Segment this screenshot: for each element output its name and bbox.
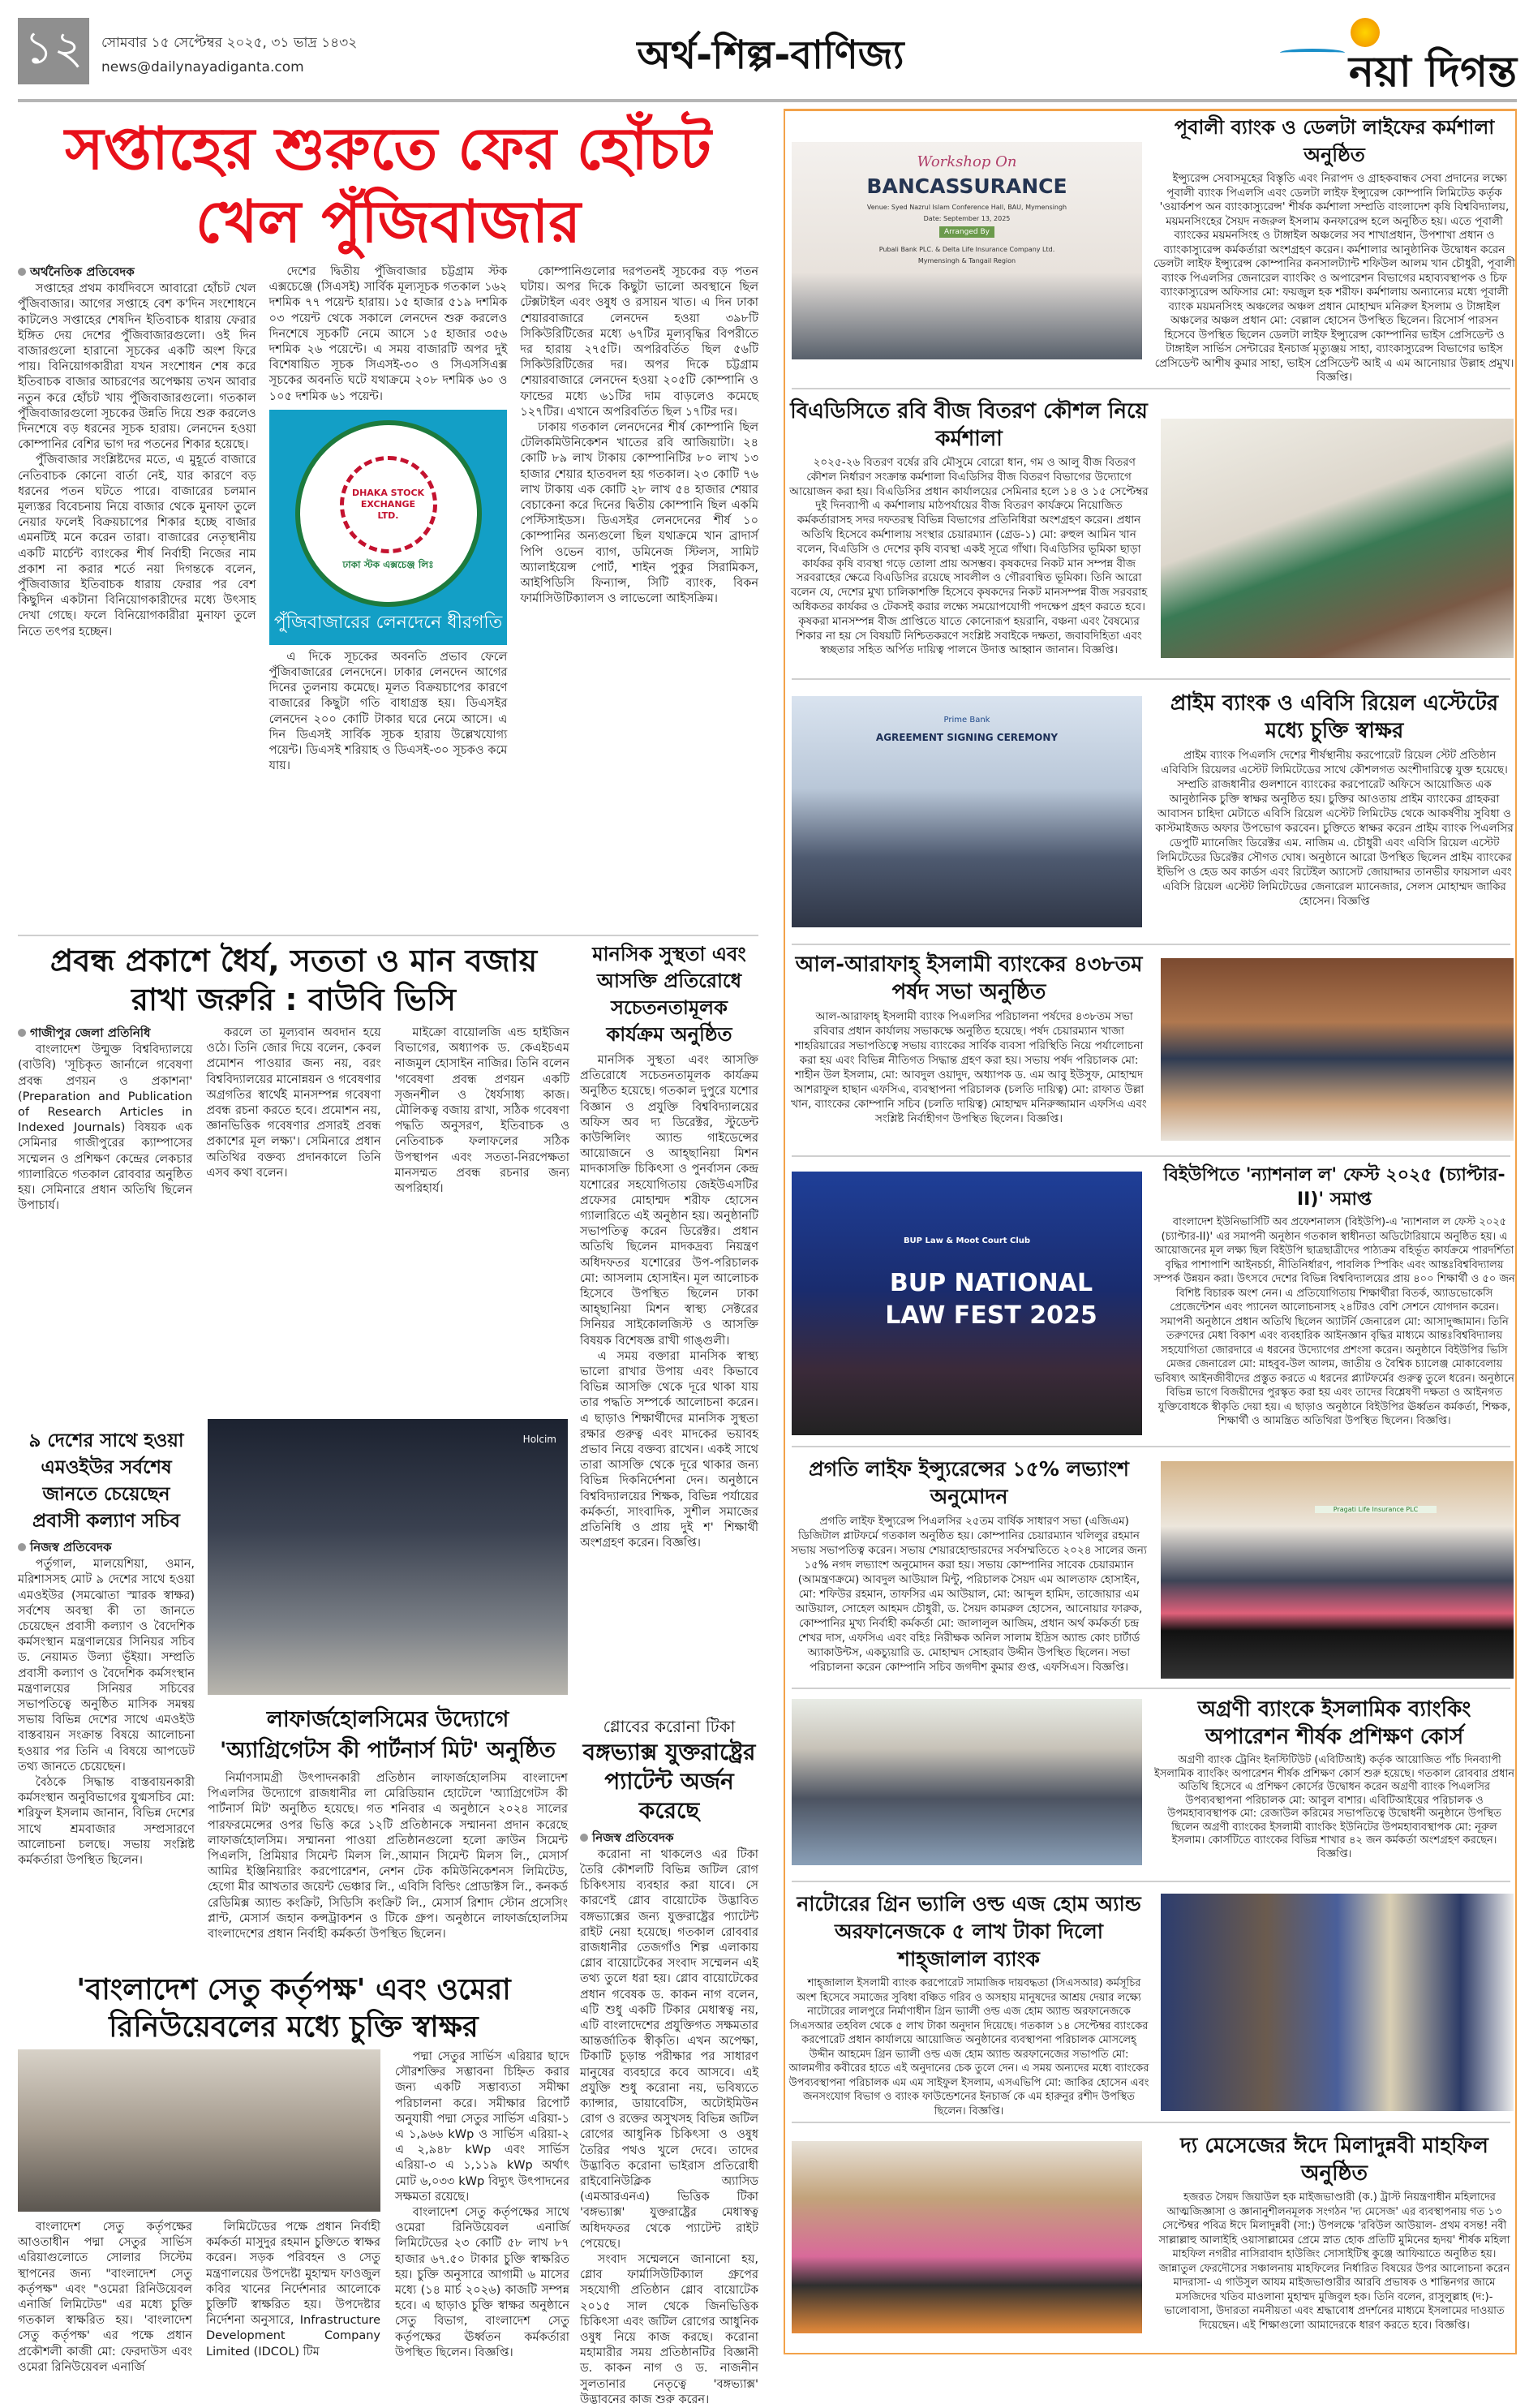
paragraph: আল-আরাফাহ্ ইসলামী ব্যাংক পিএলসির পরিচালনা পর্ষদের ৪৩৮তম সভা রবিবার প্রধান কার্যালয় সভাকক্ষে অনুষ্ঠিত হয়েছে। পর্ষদ চেয়ারম্যান খাজা শাহরিয়ারের সভাপতিত্বে সভায় ব্যাংকের সার্বিক ব্যবসা পরিস্থিতি নিয়ে পর্যালোচনা করা হয় এবং বিভিন্ন নীতিগত সিদ্ধান্ত গ্রহণ করা হয়। সভায় পর্ষদ পরিচালক মো: শাহীন উল ইসলাম, মো: আবদুল ওয়াদুদ, অধ্যাপক ড. এম আবু ইউসুফ, মোহাম্মদ আশরাফুল হাছান এফসিএ, ব্যবস্থাপনা পরিচালক (চলতি দায়িত্ব) মো: রাফাত উল্লা খান, ব্যাংকের কোম্পানি সচিব (চলতি দায়িত্ব) মোহাম্মদ মনিরুজ্জামান এফসিএ এবং সংশ্লিষ্ট নির্বাহীগণ উপস্থিত ছিলেন। বিজ্ঞপ্তি। bbox=[791, 1010, 1147, 1125]
globe-body bbox=[580, 1830, 758, 2406]
divider bbox=[792, 944, 1510, 945]
ceremony-banner: AGREEMENT SIGNING CEREMONY bbox=[875, 732, 1059, 743]
bauvi-column-3 bbox=[395, 1026, 569, 1412]
prime-text bbox=[1153, 690, 1515, 940]
badc-headline: বিএডিসিতে রবি বীজ বিতরণ কৌশল নিয়ে কর্মশালা bbox=[790, 399, 1148, 451]
lafarge-body bbox=[208, 1771, 568, 1963]
bridge-column-2 bbox=[206, 2220, 380, 2359]
bridge-headline bbox=[18, 1972, 569, 2046]
lead-column-2a bbox=[269, 264, 508, 405]
dse-seal bbox=[295, 420, 482, 607]
bridge-story bbox=[18, 1972, 569, 2374]
lead-headline-line1: সপ্তাহের শুরুতে ফের হোঁচট bbox=[65, 114, 711, 183]
logo-text: নয়া দিগন্ত bbox=[1349, 48, 1517, 97]
bauvi-story bbox=[18, 941, 569, 1412]
pragati-headline: প্রগতি লাইফ ইন্স্যুরেন্সের ১৫% লভ্যাংশ অনুমোদন bbox=[809, 1457, 1129, 1508]
lead-columns bbox=[18, 264, 758, 931]
byline: নিজস্ব প্রতিবেদক bbox=[580, 1830, 758, 1846]
fest-title: BUP NATIONAL bbox=[889, 1269, 1093, 1297]
pubali-story bbox=[792, 114, 1515, 383]
divider bbox=[792, 2122, 1510, 2123]
al-arafah-headline: আল-আরাফাহ্ ইসলামী ব্যাংকের ৪৩৮তম পর্ষদ সভা অনুষ্ঠিত bbox=[795, 952, 1143, 1004]
paragraph: বৈঠকে সিদ্ধান্ত বাস্তবায়নকারী কর্মসংস্থান অনুবিভাগের যুগ্মসচিব মো: শরিফুল ইসলাম জানান, বিভিন্ন দেশের সাথে শ্রমবাজার সম্প্রসারণে আলোচনা চলছে। সভায় সংশ্লিষ্ট কর্মকর্তারা উপস্থিত ছিলেন। bbox=[18, 1776, 195, 1868]
lead-headline-line2: খেল পুঁজিবাজার bbox=[195, 187, 581, 256]
bup-text bbox=[1153, 1163, 1515, 1441]
shahjalal-cheque-photo bbox=[1161, 1894, 1514, 2111]
globe-headline: বঙ্গভ্যাক্স যুক্তরাষ্ট্রের প্যাটেন্ট অর্জন করেছে bbox=[582, 1738, 756, 1824]
byline: অর্থনৈতিক প্রতিবেদক bbox=[18, 264, 256, 280]
divider bbox=[18, 935, 758, 936]
paragraph: হজরত সৈয়দ জিয়াউল হক মাইজভাণ্ডারী (ক.) ট্রাস্ট নিয়ন্ত্রণাধীন মহিলাদের আত্মজিজ্ঞাসা ও জ্ঞানানুশীলনমূলক সংগঠন 'দ্য মেসেজ' এর ব্যবস্থাপনায় গত ১৩ সেপ্টেম্বর পবিত্র ঈদে মিলাদুন্নবী (সা:) উপলক্ষে 'রবিউল আউয়াল- প্রথম বসন্ত! নবী সাল্লাল্লাহু আলাইহি ওয়াসাল্লামের প্রেমে স্নাত হোক প্রতিটি মুমিনের হৃদয়' শীর্ষক মহিলা মাহফিল নগরীর নাসিরাবাদ হাউজিং সোসাইটিস্থ কুঞ্জে আফিয়াতে অনুষ্ঠিত হয়। জান্নাতুল ফেরদৌসের সঞ্চালনায় মাহফিলের নির্ধারিত বিষয়ের উপর আলোচনা করেন মাদরাসা- এ গাউসুল আযম মাইজভাণ্ডারীর আরবি প্রভাষক ও শান্তিনগর জামে মসজিদের খতিব মাওলানা মুহাম্মদ মুজিবুল হক। তিনি বলেন, রাসুলুল্লাহ (দ:)- ভালোবাসা, উদারতা নমনীয়তা এবং শ্রদ্ধাবোধ প্রদর্শনের মাধ্যমে ইসলামের দাওয়াত দিয়েছেন। এই শিক্ষাগুলো আমাদেরকে ধারণ করতে হবে। বিজ্ঞপ্তি। bbox=[1158, 2191, 1510, 2332]
mou-headline: ৯ দেশের সাথে হওয়া এমওইউর সর্বশেষ জানতে চেয়েছেন প্রবাসী কল্যাণ সচিব bbox=[28, 1430, 184, 1532]
dse-logo-image bbox=[269, 410, 508, 645]
paragraph: করলে তা মূল্যবান অবদান হয়ে ওঠে। তিনি জোর দিয়ে বলেন, কেবল প্রমোশন পাওয়ার জন্য নয়, বরং বিশ্ববিদ্যালয়ের মানোন্নয়ন ও গবেষণার অগ্রগতির স্বার্থেই মানসম্পন্ন গবেষণা প্রবন্ধ রচনা করতে হবে। প্রমোশন নয়, জ্ঞানভিত্তিক গবেষণার প্রসারই প্রবন্ধ প্রকাশের মূল লক্ষ্য'। সেমিনারে প্রধান অতিথির বক্তব্য প্রদানকালে তিনি এসব কথা বলেন। bbox=[206, 1026, 381, 1180]
paragraph: পর্তুগাল, মালয়েশিয়া, ওমান, মরিশাসসহ মোট ৯ দেশের সাথে হওয়া এমওইউর (সমঝোতা স্মারক স্বাক্ষর) সর্বশেষ অবস্থা কী তা জানতে চেয়েছেন প্রবাসী কল্যাণ ও বৈদেশিক কর্মসংস্থান মন্ত্রণালয়ের সিনিয়র সচিব ড. নেয়ামত উল্যা ভূঁইয়া। সম্প্রতি প্রবাসী কল্যাণ ও বৈদেশিক কর্মসংস্থান মন্ত্রণালয়ের সিনিয়র সচিবের সভাপতিত্বে অনুষ্ঠিত মাসিক সমন্বয় সভায় বিভিন্ন দেশের সাথে এমওইউ বাস্তবায়ন সংক্রান্ত বিষয়ে আলোচনা হওয়ার পর তিনি এ বিষয়ে আপডেট তথ্য জানতে চেয়েছেন। bbox=[18, 1558, 195, 1774]
divider bbox=[792, 678, 1510, 680]
pragati-text bbox=[788, 1456, 1149, 1684]
agrani-text bbox=[1153, 1696, 1515, 1877]
message-headline: দ্য মেসেজের ঈদে মিলাদুন্নবী মাহফিল অনুষ্ঠিত bbox=[1180, 2134, 1488, 2186]
shahjalal-story bbox=[788, 1890, 1514, 2118]
bauvi-headline: প্রবন্ধ প্রকাশে ধৈর্য, সততা ও মান বজায় রাখা জরুরি : বাউবি ভিসি bbox=[49, 943, 538, 1017]
paragraph: পদ্মা সেতুর সার্ভিস এরিয়ার ছাদে সৌরশক্তির সম্ভাবনা চিহ্নিত করার জন্য একটি সম্ভাব্যতা সমীক্ষা পরিচালনা করে। সমীক্ষার রিপোর্ট অনুযায়ী পদ্মা সেতুর সার্ভিস এরিয়া-১ এ ১,৯৬৬ kWp ও সার্ভিস এরিয়া-২ এ ২,৯৪৮ kWp এবং সার্ভিস এরিয়া-৩ এ ১,১১৯ kWp অর্থাৎ মোট ৬,০৩৩ kWp বিদ্যুৎ উৎপাদনের সক্ষমতা রয়েছে। bbox=[395, 2050, 569, 2204]
paragraph: বাংলাদেশ উন্মুক্ত বিশ্ববিদ্যালয়ে (বাউবি) 'সূচিকৃত জার্নালে গবেষণা প্রবন্ধ প্রণয়ন ও প্রকাশনা' (Preparation and Publication of Research Articles in Indexed Journals) বিষয়ক এক সেমিনার গাজীপুরের ক্যাম্পাসের সম্মেলন ও প্রশিক্ষণ কেন্দ্রের লেকচার গ্যালারিতে গতকাল রোববার অনুষ্ঠিত হয়। সেমিনারে প্রধান অতিথি ছিলেন উপাচার্য। bbox=[18, 1043, 193, 1213]
prime-signing-photo bbox=[792, 696, 1142, 927]
badc-workshop-photo bbox=[1161, 419, 1514, 658]
banner-org: Pubali Bank PLC. & Delta Life Insurance Company Ltd. bbox=[878, 246, 1055, 253]
banner-script: Workshop On bbox=[917, 153, 1017, 170]
lafarge-story bbox=[208, 1419, 568, 1963]
prime-headline: প্রাইম ব্যাংক ও এবিসি রিয়েল এস্টেটের মধ্যে চুক্তি স্বাক্ষর bbox=[1170, 691, 1499, 743]
bridge-signing-photo bbox=[18, 2049, 380, 2212]
divider bbox=[792, 388, 1510, 389]
agrani-story bbox=[792, 1696, 1515, 1877]
al-arafah-board-photo bbox=[1161, 958, 1514, 1141]
banner-date: Date: September 13, 2025 bbox=[923, 215, 1011, 222]
banner-region: Mymensingh & Tangail Region bbox=[917, 257, 1016, 264]
paragraph: দেশের দ্বিতীয় পুঁজিবাজার চট্টগ্রাম স্টক এক্সচেঞ্জে (সিএসই) সার্বিক মূল্যসূচক গতকাল ১৬২ দশমিক ৭৭ পয়েন্ট হারায়। ১৫ হাজার ৫১৯ দশমিক ০৩ পয়েন্ট থেকে সকালে লেনদেন শুরু করলেও দিনশেষে সূচকটি নেমে আসে ১৫ হাজার ৩৫৬ দশমিক ২৬ পয়েন্টে। এ সময় বাজারটি অপর দুই বিশেষায়িত সূচক সিএসই-৩০ ও সিএসসিএক্স সূচকের অবনতি ঘটে যথাক্রমে ২০৮ দশমিক ৬০ ও ১০৫ দশমিক ৬১ পয়েন্ট। bbox=[268, 265, 508, 403]
message-text bbox=[1153, 2132, 1515, 2346]
paragraph: পুঁজিবাজার সংশ্লিষ্টদের মতে, এ মুহূর্তে বাজারে নেতিবাচক কোনো বার্তা নেই, যার কারণে বড় ধরনের পতন ঘটতে পারে। বাজারের চলমান মূল্যস্তর বিবেচনায় নিয়ে বাজার থেকে মুনাফা তুলে নেয়ার ফলেই বিক্রয়চাপের শিকার হচ্ছে বাজার এমনটিই মনে করেন তারা। বাজারের নেতৃস্থানীয় একটি মার্চেন্ট ব্যাংকের শীর্ষ নির্বাহী নিজের নাম প্রকাশ না করার শর্তে নয়া দিগন্তকে বলেন, পুঁজিবাজার ইতিবাচক ধারায় ফেরার পর বেশ কিছুদিন একটানা বিনিয়োগকারীদের মধ্যে উৎসাহ দেখা গেছে। ফলে বিনিয়োগকারীরা মুনাফা তুলে নিতে তৎপর হচ্ছেন। bbox=[18, 454, 256, 639]
paragraph: সপ্তাহের প্রথম কার্যদিবসে আবারো হোঁচট খেল পুঁজিবাজার। আগের সপ্তাহে বেশ ক'দিন সংশোধনে কাটলেও সপ্তাহের শেষদিন ইতিবাচক ধারায় ফেরার ইঙ্গিত দেয় দেশের পুঁজিবাজারগুলো। ওই দিন বাজারগুলো হারানো সূচকের একটি অংশ ফিরে পায়। বিনিয়োগকারীরা যখন সংশোধন শেষ করে ইতিবাচক বাজার আচরণের অপেক্ষায় তখন আবার নতুন করে হোঁচট খায় পুঁজিবাজারগুলো। গতকাল পুঁজিবাজারগুলো সূচকের উন্নতি দিয়ে শুরু করলেও দিনশেষে বড় ধরনের সূচক হারায়। লেনদেন হওয়া কোম্পানির বেশির ভাগ দর পতনের শিকার হয়েছে। bbox=[18, 282, 256, 452]
lead-story bbox=[18, 112, 758, 931]
paragraph: এ সময় বক্তারা মানসিক স্বাস্থ্য ভালো রাখার উপায় এবং কিভাবে বিভিন্ন আসক্তি থেকে দূরে থাকা যায় তার পদ্ধতি সম্পর্কে আলোচনা করেন। এ ছাড়াও শিক্ষার্থীদের মানসিক সুস্থতা রক্ষার গুরুত্ব এবং মাদকের ভয়াবহ প্রভাব নিয়ে বক্তব্য রাখেন। একই সাথে তারা আসক্তি থেকে দূরে থাকার জন্য বিভিন্ন দিকনির্দেশনা দেন। অনুষ্ঠানে বিশ্ববিদ্যালয়ের শিক্ষক, বিভিন্ন পর্যায়ের কর্মকর্তা, সাংবাদিক, সুশীল সমাজের প্রতিনিধি ও প্রায় দুই শ' শিক্ষার্থী অংশগ্রহণ করেন। বিজ্ঞপ্তি। bbox=[580, 1349, 758, 1550]
date: সোমবার ১৫ সেপ্টেম্বর ২০২৫, ৩১ ভাদ্র ১৪৩২ bbox=[101, 35, 358, 51]
paragraph: মানসিক সুস্থতা এবং আসক্তি প্রতিরোধে সচেতনতামূলক কার্যক্রম অনুষ্ঠিত হয়েছে। গতকাল দুপুরে যশোর বিজ্ঞান ও প্রযুক্তি বিশ্ববিদ্যালয়ের অফিস অব দ্য ডিরেক্টর, স্টুডেন্ট কাউন্সিলিং অ্যান্ড গাইডেন্সের আয়োজনে ও আহ্ছানিয়া মিশন মাদকাসক্তি চিকিৎসা ও পুনর্বাসন কেন্দ্র যশোরের সহযোগিতায় জেইউএসটির প্রফেসর মোহাম্মদ শরীফ হোসেন গ্যালারিতে এই অনুষ্ঠান হয়। অনুষ্ঠানটি সভাপতিত্ব করেন ডিরেক্টর। প্রধান অতিথি ছিলেন মাদকদ্রব্য নিয়ন্ত্রণ অধিদফতর যশোরের উপ-পরিচালক মো: আসলাম হোসাইন। মূল আলোচক হিসেবে উপস্থিত ছিলেন ঢাকা আহ্ছানিয়া মিশন স্বাস্থ্য সেক্টরের সিনিয়র সাইকোলজিস্ট ও আসক্তি বিষয়ক বিশেষজ্ঞ রাখী গাঙ্গুলী। bbox=[580, 1054, 758, 1348]
bauvi-column-2 bbox=[206, 1026, 380, 1412]
bup-headline: বিইউপিতে 'ন্যাশনাল ল' ফেস্ট ২০২৫ (চ্যাপ্টার-II)' সমাপ্ত bbox=[1163, 1165, 1505, 1210]
al-arafah-body bbox=[788, 1009, 1149, 1150]
bridge-left bbox=[18, 2049, 380, 2374]
headline-line: 'বাংলাদেশ সেতু কর্তৃপক্ষ' এবং ওমেরা bbox=[76, 1973, 511, 2006]
al-arafah-text bbox=[788, 951, 1149, 1150]
badc-story bbox=[788, 398, 1514, 673]
byline: গাজীপুর জেলা প্রতিনিধি bbox=[18, 1026, 192, 1041]
right-narrow-column bbox=[580, 941, 758, 2406]
paragraph: করোনা না থাকলেও এর টিকা তৈরি কৌশলটি বিভিন্ন জটিল রোগ চিকিৎসায় ব্যবহার করা যাবে। সে কারণেই গ্লোব বায়োটেক উদ্ভাবিত বঙ্গভ্যাক্সের জন্য যুক্তরাষ্ট্রের প্যাটেন্ট রাইট নেয়া হয়েছে। গতকাল রোববার রাজধানীর তেজগাঁও শিল্প এলাকায় গ্লোব বায়োটেকের সংবাদ সম্মেলন এই তথ্য তুলে ধরা হয়। গ্লোব বায়োটেকের প্রধান গবেষক ড. কাকন নাগ বলেন, এটি শুধু একটি টিকার মেধাস্বত্ব নয়, এটি বাংলাদেশের প্রযুক্তিগত সক্ষমতার আন্তর্জাতিক স্বীকৃতি। এখন অপেক্ষা, টিকাটি চূড়ান্ত পরীক্ষার পর সাধারণ মানুষের ব্যবহারে কবে আসবে। এই প্রযুক্তি শুধু করোনা নয়, ভবিষ্যতে ক্যান্সার, ডায়াবেটিস, অটোইমিউন রোগ ও রক্তের অসুখসহ বিভিন্ন জটিল রোগের আধুনিক চিকিৎসা ও ওষুধ তৈরির পথও খুলে দেবে। তাদের উদ্ভাবিত করোনা ভাইরাস প্রতিরোধী রাইবোনিউক্লিক অ্যাসিড (এমআরএনএ) ভিত্তিক টিকা 'বঙ্গভ্যাক্স' যুক্তরাষ্ট্রের মেধাস্বত্ব অধিদফতর থেকে প্যাটেন্ট রাইট পেয়েছে। bbox=[580, 1847, 758, 2251]
paragraph: বাংলাদেশ সেতু কর্তৃপক্ষের আওতাধীন পদ্মা সেতুর সার্ভিস এরিয়াগুলোতে সোলার সিস্টেম স্থাপনের জন্য "বাংলাদেশ সেতু কর্তৃপক্ষ" এবং "ওমেরা রিনিউয়েবল এনার্জি লিমিটেড" এর মধ্যে চুক্তি গতকাল স্বাক্ষরিত হয়। 'বাংলাদেশ সেতু কর্তৃপক্ষ' এর পক্ষে প্রধান প্রকৌশলী কাজী মো: ফেরদাউস এবং ওমেরা রিনিউয়েবল এনার্জি bbox=[18, 2221, 192, 2374]
lead-column-3 bbox=[520, 264, 758, 931]
newspaper-logo[interactable] bbox=[1265, 18, 1517, 97]
banner-venue: Venue: Syed Nazrul Islam Conference Hall, BAU, Mymensingh bbox=[866, 204, 1067, 211]
dse-seal-text-bangla: ঢাকা স্টক এক্সচেঞ্জ লিঃ bbox=[342, 558, 434, 570]
dse-caption: পুঁজিবাজারের লেনদেনে ধীরগতি bbox=[273, 612, 503, 633]
bauvi-column-1 bbox=[18, 1026, 192, 1412]
bridge-lower-columns bbox=[18, 2220, 380, 2374]
club-banner: BUP Law & Moot Court Club bbox=[903, 1236, 1031, 1245]
pubali-text bbox=[1153, 114, 1515, 383]
paragraph: ইন্স্যুরেন্স সেবাসমূহের বিস্তৃতি এবং নিরাপদ ও গ্রাহকবান্ধব সেবা প্রদানের লক্ষ্যে পূবালী ব্যাংক পিএলসি এবং ডেলটা লাইফ ইন্স্যুরেন্স কোম্পানি লিমিটেড কর্তৃক 'ওয়ার্কশপ অন ব্যাংকাস্যুরেন্স' শীর্ষক কর্মশালা সম্প্রতি বাংলাদেশ কৃষি বিশ্ববিদ্যালয়, ময়মনসিংহের সৈয়দ নজরুল ইসলাম কনফারেন্স হলে অনুষ্ঠিত হয়। এতে পূবালী ব্যাংকের ময়মনসিংহ ও টাঙ্গাইল অঞ্চলের সব শাখাপ্রধান, উপশাখা প্রধান ও ব্যাংকাস্যুরেন্স কর্মকর্তারা অংশগ্রহণ করেন। কর্মশালার আনুষ্ঠানিক উদ্বোধন করেন ডেলটা লাইফ ইন্স্যুরেন্স কোম্পানির কনসালট্যান্ট শফিউল আলম খান চৌধুরী, পূবালী ব্যাংক পিএলসির জেনারেল ব্যাংকিং ও অপারেশন বিভাগের মহাব্যবস্থাপক ও চিফ ব্যাংকাস্যুরেন্স অফিসার মো: ফয়জুল হক শরীফ। কর্মশালায় অন্যান্যের মধ্যে পূবালী ব্যাংক ময়মনসিংহ অঞ্চলের অঞ্চল প্রধান মোহাম্মদ মনিরুল ইসলাম ও টাঙ্গাইল অঞ্চলের অঞ্চল প্রধান মো: বেল্লাল হোসেন উপস্থিত ছিলেন। রিসোর্স পারসন হিসেবে উপস্থিত ছিলেন ডেলটা লাইফ ইন্স্যুরেন্স কোম্পানির ভাইস প্রেসিডেন্ট ও টাঙ্গাইল সার্ভিস সেন্টারের ইনচার্জ মৃত্যুঞ্জয় সাহা, ব্যাংকাস্যুরেন্স বিভাগের ভাইস প্রেসিডেন্ট আশীষ কুমার সাহা, ভাইস প্রেসিডেন্ট আই এ এম আনোয়ার উল্লাহ প্রমুখ। বিজ্ঞপ্তি। bbox=[1153, 172, 1515, 384]
dse-seal-text: DHAKA STOCK EXCHANGE LTD. bbox=[340, 456, 437, 553]
message-body bbox=[1153, 2191, 1515, 2346]
paragraph: কোম্পানিগুলোর দরপতনই সূচকের বড় পতন ঘটায়। অপর দিকে কিছুটা ভালো অবস্থানে ছিল টেক্সটাইল এবং ওষুধ ও রসায়ন খাত। এ দিন ঢাকা শেয়ারবাজারে লেনদেন হওয়া ৩৯৮টি সিকিউরিটিজের মধ্যে ৬৭টির মূল্যবৃদ্ধির বিপরীতে দর হারায় ২৭৫টি। অপরিবর্তিত ছিল ৫৬টি সিকিউরিটিজের দর। অপর দিকে চট্টগ্রাম শেয়ারবাজারে লেনদেন হওয়া ২০৫টি কোম্পানি ও ফান্ডের মধ্যে ৬১টির দাম বাড়লেও কমেছে ১২৭টির। এখানে অপরিবর্তিত ছিল ১৭টির দর। bbox=[520, 265, 759, 419]
divider bbox=[792, 1688, 1510, 1689]
agrani-body bbox=[1153, 1754, 1515, 1877]
prime-bank-logo: Prime Bank bbox=[943, 716, 990, 725]
paragraph: নির্মাণসামগ্রী উৎপাদনকারী প্রতিষ্ঠান লাফার্জহোলসিম বাংলাদেশ পিএলসির উদ্যোগে রাজধানীর লা মেরিডিয়ান হোটেলে 'অ্যাগ্রিগেটস কী পার্টনার্স মিট' অনুষ্ঠিত হয়েছে। গত শনিবার এ অনুষ্ঠানে ২০২৪ সালের পারফরমেন্সের ওপর ভিত্তি করে ১২টি প্রতিষ্ঠানকে সম্মাননা প্রদান করেছে লাফার্জহোলসিম। সম্মাননা পাওয়া প্রতিষ্ঠানগুলো হলো ক্রাউন সিমেন্ট পিএলসি, প্রিমিয়ার সিমেন্ট মিলস লি.,আমান সিমেন্ট মিলস লি., মেসার্স আমির ইঞ্জিনিয়ারিং করপোরেশন, নেশন টেক কমিউনিকেশনস লিমিটেড, হেগো মীর আখতার জয়েন্ট ভেঞ্চার লি., এবিসি বিল্ডিং প্রোডাক্টস লি., কনকর্ড রেডিমিক্স অ্যান্ড কংক্রিট, সিডিসি কংক্রিট লি., মেসার্স রিশাদ স্টোন প্রসেসিং প্লান্ট, মেসার্স জহান কন্সট্রাকশন ও টিকে গ্রুপ। অনুষ্ঠানে লাফার্জহোলসিম বাংলাদেশের প্রধান নির্বাহী কর্মকর্তা উপস্থিত ছিলেন। bbox=[208, 1772, 568, 1941]
section-title: অর্থ-শিল্প-বাণিজ্য bbox=[637, 32, 904, 78]
prime-body bbox=[1153, 748, 1515, 940]
paragraph: সংবাদ সম্মেলনে জানানো হয়, গ্লোব ফার্মাসিউটিক্যাল গ্রুপের সহযোগী প্রতিষ্ঠান গ্লোব বায়োটেক ২০১৫ সাল থেকে জিনভিত্তিক চিকিৎসা এবং জটিল রোগের আধুনিক ওষুধ নিয়ে কাজ করছে। করোনা মহামারীর সময় প্রতিষ্ঠানটির বিজ্ঞানী ড. কাকন নাগ ও ড. নাজনীন সুলতানার নেতৃত্বে 'বঙ্গভ্যাক্স' উদ্ভাবনের কাজ শুরু করেন। bbox=[580, 2253, 758, 2406]
agm-banner: Pragati Life Insurance PLC bbox=[1315, 1506, 1437, 1513]
fest-title: LAW FEST 2025 bbox=[885, 1301, 1097, 1330]
pragati-story bbox=[788, 1456, 1514, 1684]
byline: নিজস্ব প্রতিবেদক bbox=[18, 1540, 195, 1555]
dateline bbox=[101, 31, 507, 80]
pubali-body bbox=[1153, 172, 1515, 383]
pragati-agm-photo bbox=[1161, 1461, 1514, 1679]
header-divider bbox=[18, 99, 1517, 102]
bridge-columns bbox=[18, 2049, 569, 2374]
shahjalal-body bbox=[788, 1976, 1149, 2118]
paragraph: মাইক্রো বায়োলজি এন্ড হাইজিন বিভাগের, অধ্যাপক ড. কেএইচএম নাজমুল হোসাইন নাজির। তিনি বলেন 'গবেষণা প্রবন্ধ প্রণয়ন একটি সৃজনশীল ও ধৈর্যসাধ্য কাজ। মৌলিকত্ব বজায় রাখা, সঠিক গবেষণা পদ্ধতি অনুসরণ, ইতিবাচক ও নেতিবাচক ফলাফলের সঠিক উপস্থাপন এবং সততা-নিরপেক্ষতা মানসম্মত প্রবন্ধ রচনার জন্য অপরিহার্য। bbox=[394, 1026, 569, 1196]
al-arafah-story bbox=[788, 951, 1514, 1150]
lafarge-event-photo bbox=[208, 1419, 568, 1695]
paragraph: লিমিটেডের পক্ষে প্রধান নির্বাহী কর্মকর্তা মাসুদুর রহমান চুক্তিতে স্বাক্ষর করেন। সড়ক পরিবহন ও সেতু মন্ত্রণালয়ের উপদেষ্টা মুহাম্মদ ফাওজুল কবির খানের নির্দেশনার আলোকে চুক্তিটি স্বাক্ষরিত হয়। উপদেষ্টার নির্দেশনা অনুসারে, Infrastructure Development Company Limited (IDCOL) টিম bbox=[206, 2221, 380, 2359]
paragraph: বাংলাদেশ সেতু কর্তৃপক্ষের সাথে ওমেরা রিনিউয়েবল এনার্জি লিমিটেডের ২৩ কোটি ৫৮ লাখ ৮৭ হাজার ৬৭.৫০ টাকার চুক্তি স্বাক্ষরিত হয়। চুক্তি অনুসারে আগামী ৬ মাসের মধ্যে (১৪ মার্চ ২০২৬) কাজটি সম্পন্ন হবে। এ ছাড়াও চুক্তি স্বাক্ষর অনুষ্ঠানে সেতু বিভাগ, বাংলাদেশ সেতু কর্তৃপক্ষের ঊর্ধ্বতন কর্মকর্তারা উপস্থিত ছিলেন। বিজ্ঞপ্তি। bbox=[395, 2206, 569, 2359]
mental-health-body bbox=[580, 1053, 758, 1707]
divider bbox=[792, 1446, 1510, 1447]
paragraph: অগ্রণী ব্যাংক ট্রেনিং ইনস্টিটিউট (এবিটিআই) কর্তৃক আয়োজিত পাঁচ দিনব্যাপী ইসলামিক ব্যাংকিং অপারেশন শীর্ষক প্রশিক্ষণ কোর্স শুরু হয়েছে। গতকাল রোববার প্রধান অতিথি হিসেবে এ প্রশিক্ষণ কোর্সের উদ্বোধন করেন অগ্রণী ব্যাংক পিএলসির উপব্যবস্থাপনা পরিচালক মো: আবুল বাশার। এবিটিআইয়ের পরিচালক ও উপমহাব্যবস্থাপক মো: রেজাউল করিমের সভাপতিত্বে উদ্বোধনী অনুষ্ঠানে উপস্থিত ছিলেন অগ্রণী ব্যাংকের ইসলামী ব্যাংকিং ইউনিটের উপমহাব্যবস্থাপক মো: নূরুল ইসলাম। কোর্সটিতে ব্যাংকের বিভিন্ন শাখার ৪২ জন কর্মকর্তা অংশগ্রহণ করছেন। বিজ্ঞপ্তি। bbox=[1153, 1754, 1515, 1860]
bup-story bbox=[792, 1163, 1515, 1441]
prime-story bbox=[792, 690, 1515, 940]
bup-body bbox=[1153, 1215, 1515, 1441]
pubali-headline: পূবালী ব্যাংক ও ডেলটা লাইফের কর্মশালা অনুষ্ঠিত bbox=[1174, 116, 1495, 166]
bup-law-fest-photo bbox=[792, 1172, 1142, 1435]
banner-arranged: Arranged By bbox=[939, 226, 994, 238]
globe-kicker: গ্লোবের করোনা টিকা bbox=[603, 1716, 736, 1736]
headline-line: রিনিউয়েবলের মধ্যে চুক্তি স্বাক্ষর bbox=[109, 2010, 479, 2044]
paragraph: ঢাকায় গতকাল লেনদেনের শীর্ষ কোম্পানি ছিল টেলিকমিউনিকেশন খাতের রবি আজিয়াটা। ২৪ কোটি ৮৯ লাখ টাকায় কোম্পানিটির ৮০ লাখ ১৩ হাজার শেয়ার হাতবদল হয় গতকাল। ২৩ কোটি ৭৬ লাখ টাকায় এক কোটি ২৮ লাখ ৫৪ হাজার শেয়ার বেচাকেনা করে দিনের দ্বিতীয় কোম্পানি ছিল একমি পেস্টিসাইডস। ডিএসইর লেনদেনের শীর্ষ ১০ কোম্পানির অন্যগুলো ছিল যথাক্রমে খান ব্রাদার্স পিপি ওভেন ব্যাগ, ডমিনেজ স্টিলস, সামিট অ্যালাইয়েন্স পোর্ট, শাইন পুকুর সিরামিকস, আইপিডিসি ফিন্যান্স, সিটি ব্যাংক, বিকন ফার্মাসিউটিক্যালস ও লাভেলো আইসক্রিম। bbox=[520, 421, 759, 606]
divider bbox=[792, 1155, 1510, 1157]
paragraph: ২০২৫-২৬ বিতরণ বর্ষের রবি মৌসুমে বোরো ধান, গম ও আলু বীজ বিতরণ কৌশল নির্ধারণ সংক্রান্ত কর্মশালা বিএডিসির বীজ বিতরণ বিভাগের উদ্যোগে আয়োজন করা হয়। বিএডিসির প্রধান কার্যালয়ের সেমিনার হলে ১৪ ও ১৫ সেপ্টেম্বর দুই দিনব্যাপী এ কর্মশালায় মাঠপর্যায়ের বীজ বিতরণ কার্যক্রমে নিয়োজিত কর্মকর্তারাসহ সদর দফতরস্থ বিভিন্ন বিভাগের প্রতিনিধিরা অংশগ্রহণ করেন। প্রধান অতিথি হিসেবে কর্মশালায় সংস্থার চেয়ারম্যান (গ্রেড-১) মো: রুহুল আমিন খান বলেন, বিএডিসি ও দেশের কৃষি ব্যবস্থা একই সূত্রে গাঁথা। বিএডিসির ভূমিকা ছাড়া কার্যকর কৃষি ব্যবস্থা গড়ে তোলা প্রায় অসম্ভব। কৃষকদের নিকট মান সম্পন্ন বীজ সরবরাহের ক্ষেত্রে বিএডিসির রয়েছে সাবলীল ও গৌরবান্বিত ভূমিকা। তিনি আরো বলেন যে, দেশের মুখ্য চালিকাশক্তি হিসেবে কৃষকদের নিকট মানসম্পন্ন বীজ সরবরাহ অধিকতর কার্যকর ও টেকসই করার লক্ষ্যে সময়োপযোগী পদক্ষেপ গ্রহণ করতে হবে। কৃষকরা মানসম্পন্ন বীজ প্রাপ্তিতে যাতে কোনোরূপ হয়রানি, বঞ্চনা এবং বৈষম্যের শিকার না হয় সে বিষয়টি নিশ্চিতকরণে সংশ্লিষ্ট সবাইকে দক্ষতা, জবাবদিহিতা এবং স্বচ্ছতার সহিত অর্পিত দায়িত্ব পালনে উদাত্ত আহ্বান জানান। বিজ্ঞপ্তি। bbox=[789, 456, 1149, 657]
agrani-training-photo bbox=[792, 1699, 1142, 1865]
bancassurance-photo bbox=[792, 142, 1142, 359]
paragraph: বাংলাদেশ ইউনিভার্সিটি অব প্রফেশনালস (বিইউপি)-এ 'ন্যাশনাল ল ফেস্ট ২০২৫ (চ্যাপ্টার-II)' এর সমাপনী অনুষ্ঠান গতকাল স্বাধীনতা অডিটোরিয়ামে অনুষ্ঠিত হয়। এ আয়োজনের মূল লক্ষ্য ছিল বিইউপি ছাত্রছাত্রীদের পাঠ্যক্রম বহির্ভূত কার্যক্রমে পারদর্শিতা বৃদ্ধির পাশাপাশি আইনচর্চা, নীতিনির্ধারণ, পাবলিক স্পিকিং এবং আন্তঃবিশ্ববিদ্যালয় সম্পর্ক উন্নয়ন করা। উৎসবে দেশের বিভিন্ন বিশ্ববিদ্যালয়ের প্রায় ৪০০ শিক্ষার্থী ও ৫০ জন বিশিষ্ট বিচারক অংশ নেন। এ প্রতিযোগিতায় শিক্ষার্থীরা বিতর্ক, অ্যাডভোকেসি প্রেজেন্টেশন এবং প্যানেল আলোচনাসহ ২৪টিরও বেশি সেশনে যোগদান করেন। সমাপনী অনুষ্ঠানে প্রধান অতিথি ছিলেন অ্যাটর্নি জেনারেল মো: আসাদুজ্জামান। তিনি তরুণদের মেধা বিকাশ এবং ব্যবহারিক আইনজ্ঞান বৃদ্ধির মাধ্যমে আন্তঃবিশ্ববিদ্যালয় সহযোগিতা জোরদারে এ ধরনের উদ্যোগের প্রশংসা করেন। অনুষ্ঠানে বিইউপির ভিসি মেজর জেনারেল মো: মাহবুব-উল আলম, জাতীয় ও বৈশ্বিক চ্যালেঞ্জ মোকাবেলায় ভবিষ্যৎ আইনজীবীদের প্রস্তুত করতে এ ধরনের প্ল্যাটফর্মের গুরুত্ব তুলে ধরেন। অনুষ্ঠানে বিভিন্ন ভাগে বিজয়ীদের পুরস্কৃত করা হয় এবং তাদের বিশ্লেষণী দক্ষতা ও আইনগত যুক্তিবোধকে স্বীকৃতি দেয়া হয়। এ ছাড়াও অনুষ্ঠানে বিইউপির ঊর্ধ্বতন কর্মকর্তা, শিক্ষক, শিক্ষার্থী ও আমন্ত্রিত অতিথিরা উপস্থিত ছিলেন। বিজ্ঞপ্তি। bbox=[1153, 1216, 1515, 1427]
pragati-body bbox=[788, 1514, 1149, 1684]
email-link[interactable]: news@dailynayadiganta.com bbox=[101, 59, 304, 75]
mou-body bbox=[18, 1540, 195, 1959]
page-number: ১২ bbox=[18, 18, 89, 84]
mou-story bbox=[18, 1428, 195, 1959]
lead-column-2b bbox=[269, 650, 508, 931]
bridge-column-1 bbox=[18, 2220, 192, 2374]
bridge-column-3 bbox=[395, 2049, 569, 2359]
badc-body bbox=[788, 456, 1149, 673]
lead-column-2 bbox=[269, 264, 508, 931]
shahjalal-headline: নাটোরের গ্রিন ভ্যালি ওল্ড এজ হোম অ্যান্ড অরফানেজকে ৫ লাখ টাকা দিলো শাহ্জালাল ব্যাংক bbox=[797, 1892, 1141, 1971]
paragraph: প্রাইম ব্যাংক পিএলসি দেশের শীর্ষস্থানীয় করপোরেট রিয়েল স্টেট প্রতিষ্ঠান এবিবিসি রিয়েলর এস্টেট লিমিটেডের সাথে কৌশলগত অংশীদারিত্বে যুক্ত হয়েছে। সম্প্রতি রাজধানীর গুলশানে ব্যাংকের করপোরেট অফিসে আয়োজিত এক আনুষ্ঠানিক চুক্তি স্বাক্ষর অনুষ্ঠিত হয়। চুক্তির আওতায় প্রাইম ব্যাংকের গ্রাহকরা আবাসন চাহিদা মেটাতে এবিসি রিয়েল এস্টেট লিমিটেড থেকে আকর্ষণীয় সুবিধা ও কাস্টমাইজড অফার উপভোগ করবেন। চুক্তিতে স্বাক্ষর করেন প্রাইম ব্যাংক পিএলসির ডেপুটি ম্যানেজিং ডিরেক্টর এম. নাজিম এ. চৌধুরী এবং এবিসি রিয়েল এস্টেট লিমিটেডের ডিরেক্টর সৌগত ঘোষ। অনুষ্ঠানে আরো উপস্থিত ছিলেন প্রাইম ব্যাংকের ইভিপি ও হেড অব কার্ডস এবং রিটেইল অ্যাসেট জোয়াদ্দার তানভীর ফায়সাল এবং এবিসি রিয়েল এস্টেট লিমিটেডের জেনারেল ম্যানেজার, সেলস মোহাম্মদ জাকির হোসেন। বিজ্ঞপ্তি bbox=[1155, 749, 1514, 908]
mahfil-photo bbox=[792, 2141, 1142, 2333]
badc-text bbox=[788, 398, 1149, 673]
lead-column-1 bbox=[18, 264, 256, 931]
paragraph: প্রগতি লাইফ ইন্স্যুরেন্স পিএলসির ২৫তম বার্ষিক সাধারণ সভা (এজিএম) ডিজিটাল প্লাটফর্মে গতকাল অনুষ্ঠিত হয়। কোম্পানির চেয়ারম্যান খলিলুর রহমান সভায় সভাপতিত্ব করেন। সভায় শেয়ারহোল্ডারদের সর্বসম্মতিতে ২০২৪ সালের জন্য ১৫% নগদ লভ্যাংশ অনুমোদন করা হয়। সভায় কোম্পানির সাবেক চেয়ারম্যান (আমন্ত্রণক্রমে) আবদুল আউয়াল মিন্টু, পরিচালক সৈয়দ এম আলতাফ হোসাইন, মো: শফিউর রহমান, তাফসির এম আউয়াল, মো: আব্দুল হামিদ, তাজোয়ার এম আউয়াল, সোহেল আহমদ চৌধুরী, ড. সৈয়দ কামরুল হোসেন, আনোয়ার ফারুক, কোম্পানির মুখ্য নির্বাহী কর্মকর্তা মো: জালালুল আজিম, প্রধান অর্থ কর্মকর্তা চন্দ্র শেখর দাস, এফসিএ এবং বহিঃ নিরীক্ষক অনিল সালাম ইদ্রিস অ্যান্ড কোং চার্টার্ড অ্যাকাউন্টস, একচ্যুয়ারি ড. মোহাম্মদ সোহরাব উদ্দীন উপস্থিত ছিলেন। সভা পরিচালনা করেন কোম্পানি সচিব জগদীশ কুমার গুপ্ত, এফসিএস। বিজ্ঞপ্তি। bbox=[791, 1515, 1147, 1674]
mental-health-headline: মানসিক সুস্থতা এবং আসক্তি প্রতিরোধে সচেতনতামূলক কার্যক্রম অনুষ্ঠিত bbox=[592, 943, 746, 1046]
shahjalal-text bbox=[788, 1890, 1149, 2118]
paragraph: এ দিকে সূচকের অবনতি প্রভাব ফেলে পুঁজিবাজারের লেনদেনে। ঢাকার লেনদেন আগের দিনের তুলনায় কমেছে। মূলত বিক্রয়চাপের কারণে বাজারের কিছুটা গতি বাধাগ্রস্ত হয়। ডিএসইর লেনদেন ২০০ কোটি টাকার ঘরে নেমে আসে। এ দিন ডিএসই সার্বিক সূচক হারায় উল্লেখযোগ্য পয়েন্ট। ডিএসই শরিয়াহ ও ডিএসই-৩০ সূচকও কমে যায়। bbox=[268, 650, 508, 773]
divider bbox=[792, 1881, 1510, 1882]
holcim-logo: Holcim bbox=[522, 1434, 556, 1445]
lead-headline bbox=[18, 112, 758, 258]
paragraph: শাহ্জালাল ইসলামী ব্যাংক করপোরেট সামাজিক দায়বদ্ধতা (সিএসআর) কর্মসূচির অংশ হিসেবে সমাজের সুবিধা বঞ্চিত গরিব ও অসহায় মানুষদের আশ্রয় দেয়ার লক্ষ্যে নাটোরের লালপুরে নির্মাণাধীন গ্রিন ভ্যালী ওল্ড এজ হোম অ্যান্ড অরফানেজকে সিএসআর তহবিল থেকে ৫ লাখ টাকা অনুদান দিয়েছে। গতকাল ১৪ সেপ্টেম্বর ব্যাংকের করপোরেট প্রধান কার্যালয়ে আয়োজিত অনুষ্ঠানের ব্যবস্থাপনা পরিচালক মোসলেহ্ উদ্দীন আহমেদ গ্রিন ভ্যালী ওল্ড এজ হোম অ্যান্ড অরফানেজের সভাপতি মো: আলমগীর কবীরের হাতে এই অনুদানের চেক তুলে দেন। এ সময় অন্যদের মধ্যে ব্যাংকের উপব্যবস্থাপনা পরিচালক এম এম সাইফুল ইসলাম, এসএভিপি মো: জাকির হোসেন এবং জনসংযোগ বিভাগ ও ব্যাংক ফাউন্ডেশনের ইনচার্জ কে এম হারুনুর রশীদ উপস্থিত ছিলেন। বিজ্ঞপ্তি। bbox=[788, 1977, 1149, 2118]
message-story bbox=[792, 2132, 1515, 2346]
agrani-headline: অগ্রণী ব্যাংকে ইসলামিক ব্যাংকিং অপারেশন শীর্ষক প্রশিক্ষণ কোর্স bbox=[1197, 1697, 1471, 1749]
banner-title: BANCASSURANCE bbox=[866, 174, 1067, 198]
bauvi-columns bbox=[18, 1026, 569, 1412]
lafarge-headline: লাফার্জহোলসিমের উদ্যোগে 'অ্যাগ্রিগেটস কী পার্টনার্স মিট' অনুষ্ঠিত bbox=[220, 1707, 556, 1763]
